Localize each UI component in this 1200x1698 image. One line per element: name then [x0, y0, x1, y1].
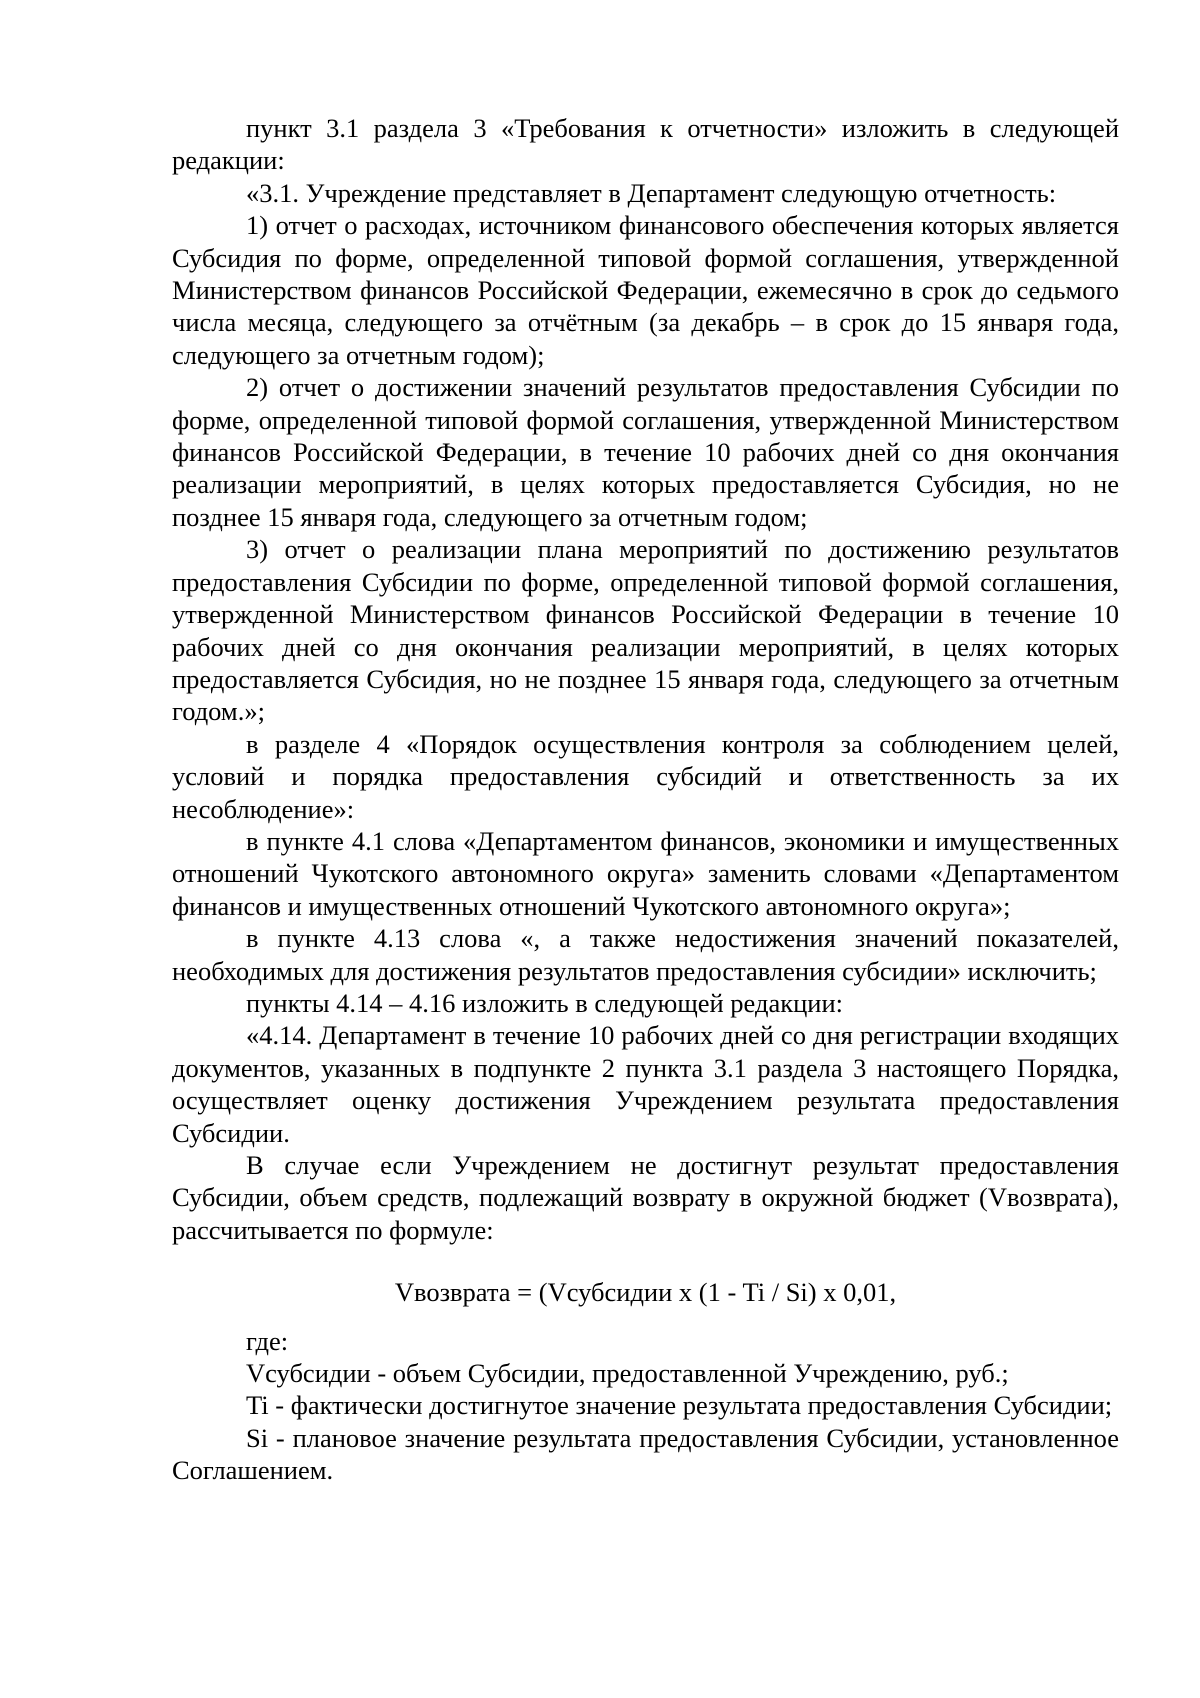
- paragraph-points-4-14-4-16: пункты 4.14 – 4.16 изложить в следующей редакции:: [246, 987, 844, 1018]
- where-label: где:: [246, 1325, 289, 1356]
- paragraph-report-3: 3) отчет о реализации плана мероприятий по достижению результатов предоставления Субсидии по форме, определенной типовой формой соглашения, утвержденной Министерством финансов Российской Федерации в течение 10 рабочих дней со дня окончания реализации мероприятий, в целях которых предоставляется Субсидия, но не позднее 15 января года, следующего за отчетным годом.»;: [172, 534, 1119, 727]
- paragraph-point-3-1-intro: пункт 3.1 раздела 3 «Требования к отчетности» изложить в следующей редакции:: [172, 113, 1119, 176]
- return-formula: Vвозврата = (Vсубсидии x (1 - Ti / Si) x 0,01,: [394, 1277, 897, 1308]
- paragraph-point-4-1: в пункте 4.1 слова «Департаментом финансов, экономики и имущественных отношений Чукотского автономного округа» заменить словами «Департаментом финансов и имущественных отношений Чукотского автономного округа»;: [172, 825, 1119, 921]
- definition-si: Si - плановое значение результата предоставления Субсидии, установленное Соглашением.: [172, 1422, 1119, 1486]
- paragraph-return-formula-intro: В случае если Учреждением не достигнут результат предоставления Субсидии, объем средств, подлежащий возврату в окружной бюджет (Vвозврата), рассчитывается по формуле:: [172, 1150, 1119, 1245]
- paragraph-4-14: «4.14. Департамент в течение 10 рабочих дней со дня регистрации входящих документов, указанных в подпункте 2 пункта 3.1 раздела 3 настоящего Порядка, осуществляет оценку достижения Учреждением результата предоставления Субсидии.: [172, 1020, 1119, 1148]
- paragraph-point-4-13: в пункте 4.13 слова «, а также недостижения значений показателей, необходимых для достижения результатов предоставления субсидии» исключить;: [172, 923, 1119, 986]
- definition-ti: Ti - фактически достигнутое значение результата предоставления Субсидии;: [246, 1390, 1113, 1421]
- paragraph-report-1: 1) отчет о расходах, источником финансового обеспечения которых является Субсидия по форме, определенной типовой формой соглашения, утвержденной Министерством финансов Российской Федерации, ежемесячно в срок до седьмого числа месяца, следующего за отчётным (за декабрь – в срок до 15 января года, следующего за отчетным годом);: [172, 210, 1119, 370]
- document-page: [172, 112, 1119, 1487]
- paragraph-report-2: 2) отчет о достижении значений результатов предоставления Субсидии по форме, определенной типовой формой соглашения, утвержденной Министерством финансов Российской Федерации, в течение 10 рабочих дней со дня окончания реализации мероприятий, в целях которых предоставляется Субсидия, но не позднее 15 января года, следующего за отчетным годом;: [172, 372, 1119, 532]
- definition-v-subsidy: Vсубсидии - объем Субсидии, предоставленной Учреждению, руб.;: [246, 1358, 1009, 1389]
- paragraph-section-4: в разделе 4 «Порядок осуществления контроля за соблюдением целей, условий и порядка предоставления субсидий и ответственность за их несоблюдение»:: [172, 728, 1119, 824]
- paragraph-3-1-heading: «3.1. Учреждение представляет в Департамент следующую отчетность:: [246, 177, 1057, 208]
